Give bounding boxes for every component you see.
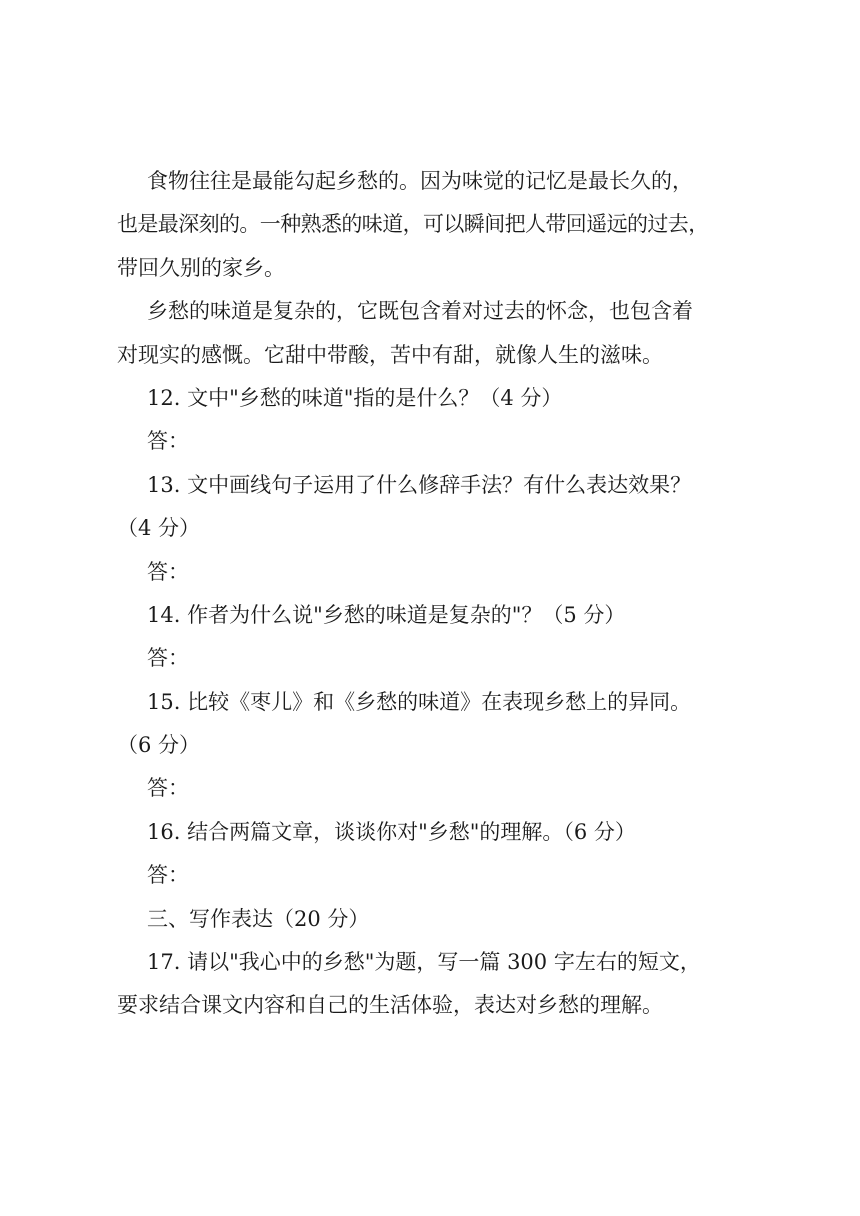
question-12: 12. 文中"乡愁的味道"指的是什么？（4 分） [147, 385, 563, 410]
document-body [117, 160, 762, 1028]
paragraph-line: 食物往往是最能勾起乡愁的。因为味觉的记忆是最长久的， [147, 169, 693, 193]
question-13: 13. 文中画线句子运用了什么修辞手法？有什么表达效果？ [147, 472, 692, 497]
paragraph-line: 对现实的感慨。它甜中带酸，苦中有甜，就像人生的滋味。 [117, 342, 663, 367]
paragraph-line: 带回久别的家乡。 [117, 255, 285, 280]
question-17-continued: 要求结合课文内容和自己的生活体验，表达对乡愁的理解。 [117, 993, 663, 1018]
answer-label: 答： [147, 559, 189, 584]
answer-label: 答： [147, 429, 189, 454]
answer-label: 答： [147, 776, 189, 801]
question-16: 16. 结合两篇文章，谈谈你对"乡愁"的理解。（6 分） [147, 819, 636, 844]
question-14: 14. 作者为什么说"乡愁的味道是复杂的"？（5 分） [147, 602, 626, 627]
question-17: 17. 请以"我心中的乡愁"为题，写一篇 300 字左右的短文， [147, 950, 701, 975]
answer-label: 答： [147, 863, 189, 888]
question-15: 15. 比较《枣儿》和《乡愁的味道》在表现乡愁上的异同。 [147, 689, 692, 714]
question-13-score: （4 分） [117, 516, 201, 541]
paragraph-line: 也是最深刻的。一种熟悉的味道，可以瞬间把人带回遥远的过去， [117, 212, 709, 237]
question-15-score: （6 分） [117, 733, 201, 758]
paragraph-line: 乡愁的味道是复杂的，它既包含着对过去的怀念，也包含着 [147, 299, 693, 324]
section-heading: 三、写作表达（20 分） [147, 906, 370, 931]
answer-label: 答： [147, 646, 189, 671]
